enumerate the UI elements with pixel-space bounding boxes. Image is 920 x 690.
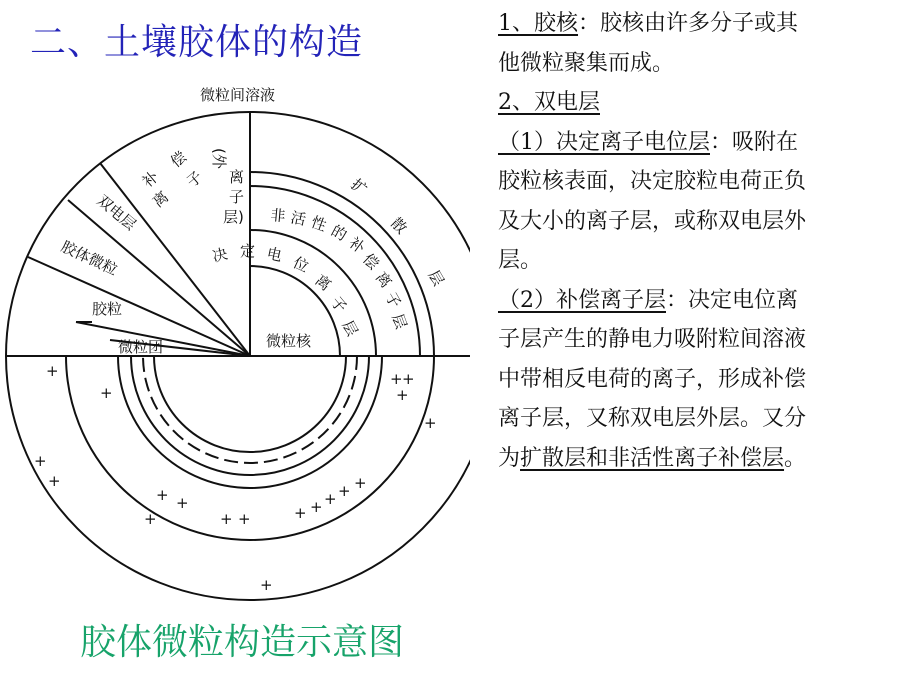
core-number: 1、: [498, 11, 534, 36]
paragraph-core-line1: [498, 4, 920, 44]
outer-ion-label-4: 层): [223, 208, 244, 226]
potential-label-4: 位: [290, 253, 312, 276]
plus-sign: +: [220, 510, 233, 528]
inactive-label-6: 偿: [359, 249, 383, 274]
potential-desc-1: ：吸附在: [710, 129, 799, 155]
lower-ring-1: [118, 356, 382, 488]
slide-title: 二、土壤胶体的构造: [30, 22, 364, 63]
diffuse-label-2: 散: [387, 214, 411, 238]
plus-sign: +: [260, 576, 273, 594]
inactive-label-9: 层: [388, 311, 411, 332]
inactive-label-5: 补: [345, 233, 369, 258]
compensate-label-4: 子: [183, 167, 207, 192]
plus-sign: +: [354, 474, 367, 492]
plus-sign: +: [156, 486, 169, 504]
plus-sign: +: [310, 498, 323, 516]
paragraph-compensate-line5: [498, 439, 920, 479]
paragraph-compensate-line4: 离子层，又称双电层外层。又分: [498, 406, 807, 431]
double-layer-label: 双电层: [93, 191, 140, 234]
diffuse-inactive-term: 扩散层和非活性离子补偿层: [520, 445, 785, 471]
potential-label-5: 离: [311, 270, 335, 295]
colloid-particle-label: 胶体微粒: [58, 237, 121, 279]
plus-sign: +: [390, 370, 403, 388]
paragraph-compensate-line3: 中带相反电荷的离子，形成补偿: [498, 366, 807, 392]
lower-ring-dashed: [143, 356, 357, 463]
compensate-label-3: 离: [149, 187, 173, 212]
colloid-structure-diagram: [0, 60, 470, 620]
potential-label-6: 子: [326, 293, 351, 317]
potential-label-3: 电: [265, 244, 284, 266]
core-heading: [498, 11, 578, 36]
plus-sign: +: [402, 370, 415, 388]
inactive-label-1: 非: [269, 206, 287, 226]
core-label: 微粒核: [266, 332, 312, 350]
interparticle-solution-label: 微粒间溶液: [200, 86, 276, 104]
plus-sign: +: [424, 414, 437, 432]
core-term: 胶核: [534, 11, 579, 36]
plus-sign: +: [46, 362, 59, 380]
inactive-label-8: 子: [381, 289, 405, 312]
double-layer-heading: 2、双电层: [498, 90, 600, 115]
diagram-caption: 胶体微粒构造示意图: [80, 622, 405, 663]
compensate-end: 。: [784, 445, 807, 471]
compensate-label-2: 偿: [167, 147, 191, 172]
plus-sign: +: [144, 510, 157, 528]
plus-sign: +: [324, 490, 337, 508]
inactive-label-3: 性: [308, 212, 329, 235]
plus-sign: +: [100, 384, 113, 402]
plus-sign: +: [294, 504, 307, 522]
outer-ion-label-1: (外: [210, 148, 228, 169]
outer-ion-label-3: 子: [229, 188, 245, 206]
potential-label-2: 定: [240, 242, 256, 260]
paragraph-compensate-line2: 子层产生的静电力吸附粒间溶液: [498, 327, 807, 352]
diagram-canvas: [0, 60, 470, 620]
paragraph-potential-line3: 及大小的离子层，或称双电层外: [498, 208, 807, 234]
inactive-label-7: 离: [371, 268, 396, 292]
particle-label: 胶粒: [92, 300, 123, 318]
potential-term: （1）决定离子电位层: [498, 129, 710, 155]
paragraph-potential-line2: 胶粒核表面，决定胶粒电荷正负: [498, 169, 807, 194]
diffuse-label-1: 扩: [347, 175, 371, 199]
plus-sign: +: [396, 386, 409, 404]
potential-label-1: 决: [210, 244, 230, 266]
compensate-term: （2）补偿离子层: [498, 287, 666, 313]
plus-sign: +: [34, 452, 47, 470]
explanation-text: [498, 4, 920, 690]
paragraph-potential-line4: 层。: [498, 248, 543, 273]
paragraph-potential-line1: [498, 123, 920, 163]
potential-label-7: 层: [338, 317, 362, 340]
plus-sign: +: [48, 472, 61, 490]
inactive-label-2: 活: [289, 208, 308, 230]
plus-sign: +: [238, 510, 251, 528]
plus-sign: +: [338, 482, 351, 500]
diffuse-label-3: 层: [424, 267, 448, 290]
core-desc-1: ：胶核由许多分子或其: [578, 11, 799, 36]
compensate-label-1: 补: [139, 167, 163, 192]
compensate-prefix: 为: [498, 445, 521, 471]
plus-sign: +: [176, 494, 189, 512]
lower-ring-3: [154, 356, 346, 452]
paragraph-compensate-line1: [498, 281, 920, 321]
inactive-label-4: 的: [328, 221, 350, 245]
compensate-desc-1: ：决定电位离: [666, 287, 799, 313]
outer-ion-label-2: 离: [229, 168, 245, 186]
paragraph-core-line2: 他微粒聚集而成。: [498, 50, 675, 76]
particle-cluster-label: 微粒团: [118, 338, 164, 356]
